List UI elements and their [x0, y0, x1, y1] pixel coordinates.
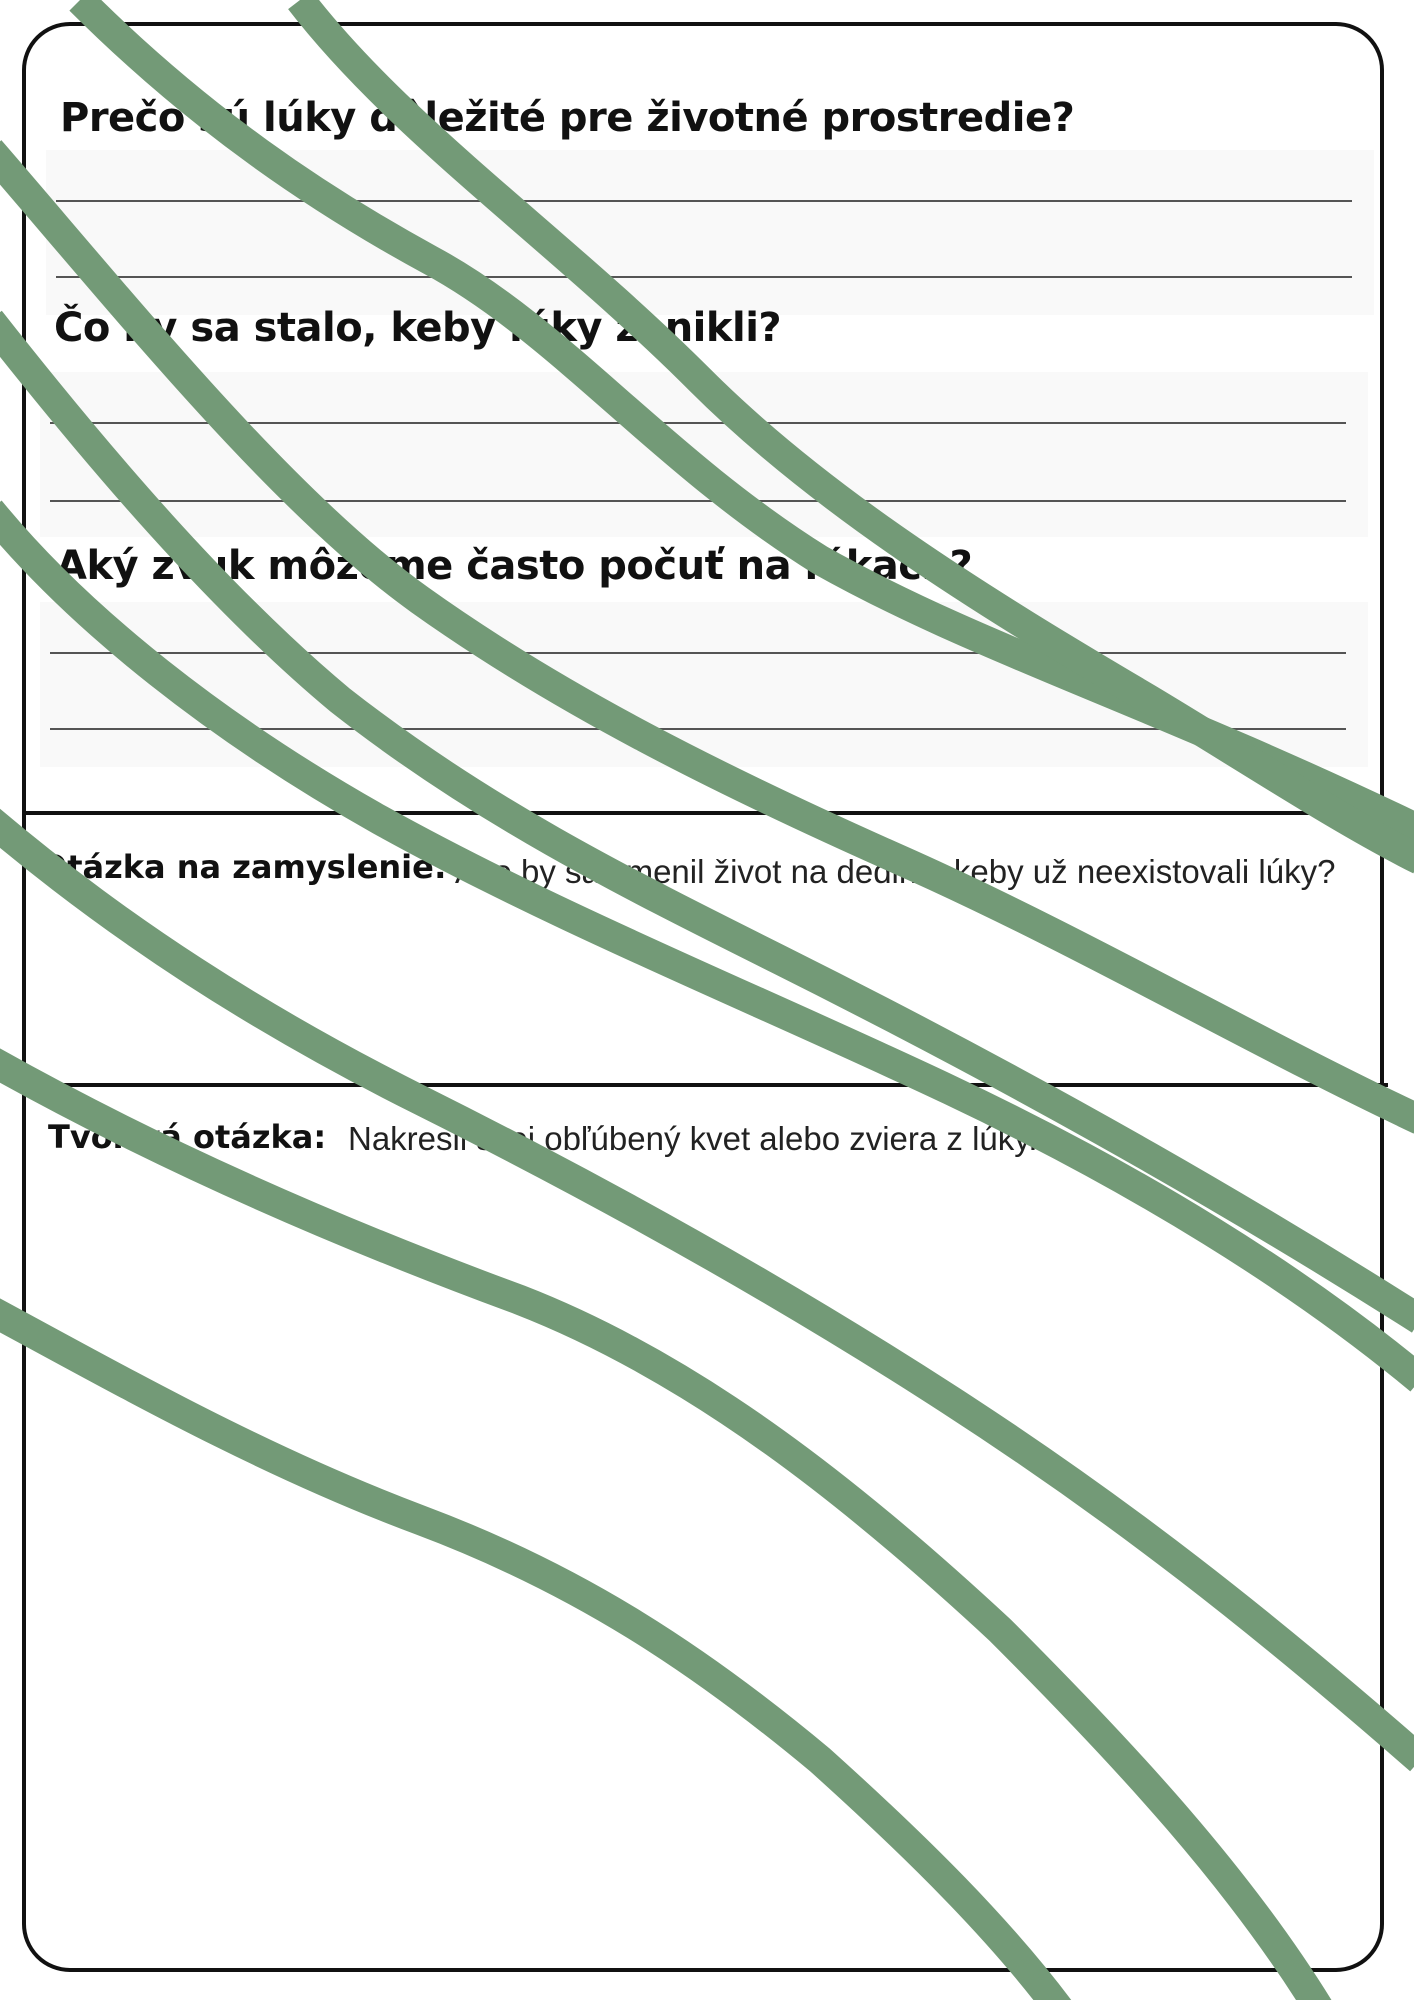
- question-2-text: Čo by sa stalo, keby lúky zanikli?: [54, 305, 782, 351]
- question-2-answer-area[interactable]: [40, 372, 1368, 537]
- reflection-answer-area[interactable]: [30, 940, 1380, 1080]
- question-3-text: Aký zvuk môžeme často počuť na lúkach?: [56, 543, 973, 589]
- reflection-text: Ako by sa zmenil život na dedine, keby už neexistovali lúky?: [455, 853, 1336, 890]
- answer-line: [50, 652, 1346, 654]
- question-3-answer-area[interactable]: [40, 602, 1368, 767]
- creative-label: Tvorivá otázka:: [48, 1118, 327, 1156]
- answer-line: [56, 276, 1352, 278]
- creative-text: Nakresli svoj obľúbený kvet alebo zviera z lúky.: [348, 1120, 1038, 1157]
- drawing-area[interactable]: [30, 1190, 1380, 1950]
- answer-line: [50, 500, 1346, 502]
- answer-line: [50, 422, 1346, 424]
- question-1-text: Prečo sú lúky dôležité pre životné prostredie?: [60, 95, 1075, 141]
- answer-line: [50, 728, 1346, 730]
- answer-line: [56, 200, 1352, 202]
- reflection-label: Otázka na zamyslenie:: [40, 848, 447, 886]
- section-divider: [22, 811, 1388, 815]
- question-1-answer-area[interactable]: [46, 150, 1374, 315]
- section-divider: [22, 1083, 1388, 1087]
